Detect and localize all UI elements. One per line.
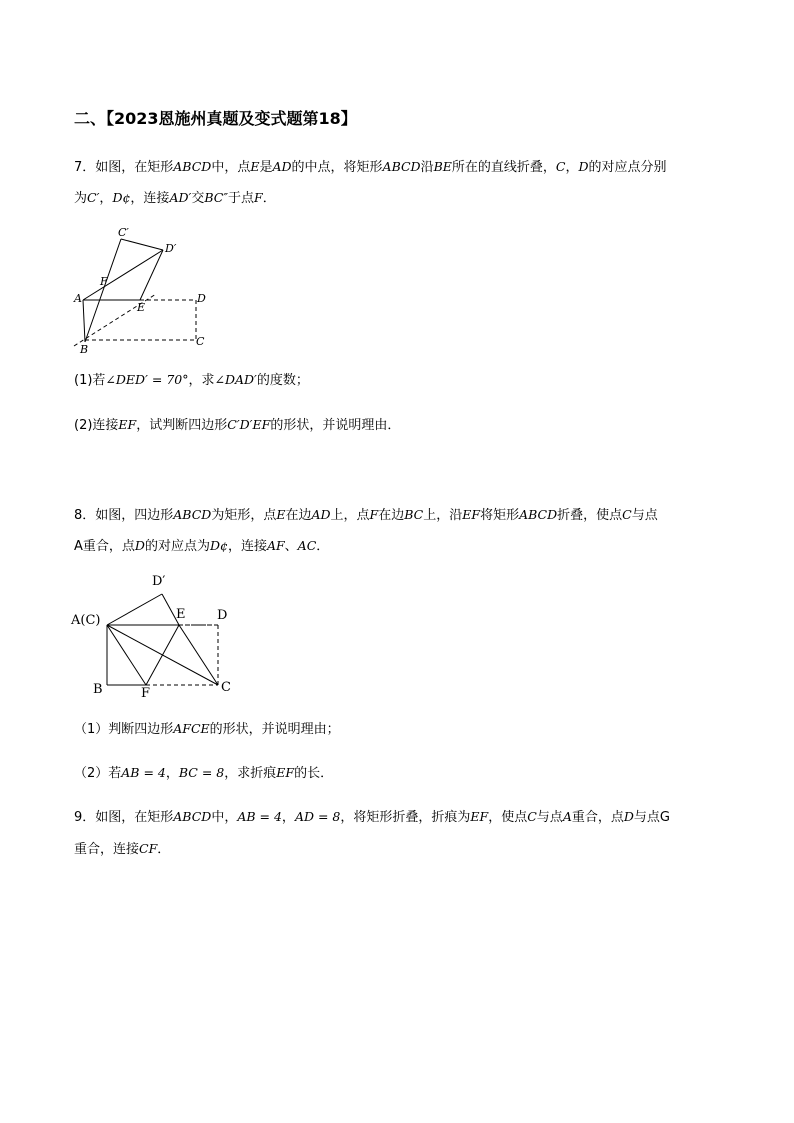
q8-figure (66, 570, 246, 702)
q7-line-2: 为C′，D¢，连接AD′交BC″于点F． (74, 190, 276, 206)
q7-label-d: D (197, 292, 206, 305)
q7-sub-1: (1)若∠DED′ = 70°，求∠DAD′的度数； (74, 372, 309, 388)
q8-label-f: F (141, 686, 151, 701)
q9-line-2: 重合，连接CF． (74, 841, 171, 857)
q8-label-dprime: D′ (152, 574, 166, 589)
q8-label-e: E (176, 607, 186, 622)
q8-label-d: D (217, 608, 228, 623)
q8-sub-2: （2）若AB = 4，BC = 8，求折痕EF的长． (74, 765, 334, 781)
q7-line-1: 7．如图，在矩形ABCD中，点E是AD的中点，将矩形ABCD沿BE所在的直线折叠，C，D的对应点分别 (74, 159, 667, 175)
q7-label-cprime: C′ (118, 226, 129, 239)
q7-label-a: A (74, 292, 82, 305)
q8-sub-1: （1）判断四边形AFCE的形状，并说明理由； (74, 721, 340, 737)
q7-label-f: F (100, 275, 108, 288)
q7-label-b: B (80, 343, 89, 354)
q8-line-2: A重合，点D的对应点为D¢，连接AF、AC． (74, 538, 330, 554)
q7-sub-2: (2)连接EF，试判断四边形C′D′EF的形状，并说明理由． (74, 417, 401, 433)
q8-label-a-c: A(C) (71, 613, 101, 628)
section-heading: 二、【2023恩施州真题及变式题第18】 (74, 109, 357, 128)
q8-label-c: C (221, 680, 231, 695)
q7-label-dprime: D′ (165, 242, 177, 255)
q7-figure (66, 222, 216, 354)
q8-label-b: B (93, 682, 103, 697)
q9-line-1: 9．如图，在矩形ABCD中，AB = 4，AD = 8，将矩形折叠，折痕为EF，使点C与点A重合，点D与点G (74, 809, 670, 825)
q8-line-1: 8．如图，四边形ABCD为矩形，点E在边AD上，点F在边BC上，沿EF将矩形ABCD折叠，使点C与点 (74, 507, 658, 523)
q7-label-e: E (137, 301, 146, 314)
q7-label-c: C (196, 335, 205, 348)
